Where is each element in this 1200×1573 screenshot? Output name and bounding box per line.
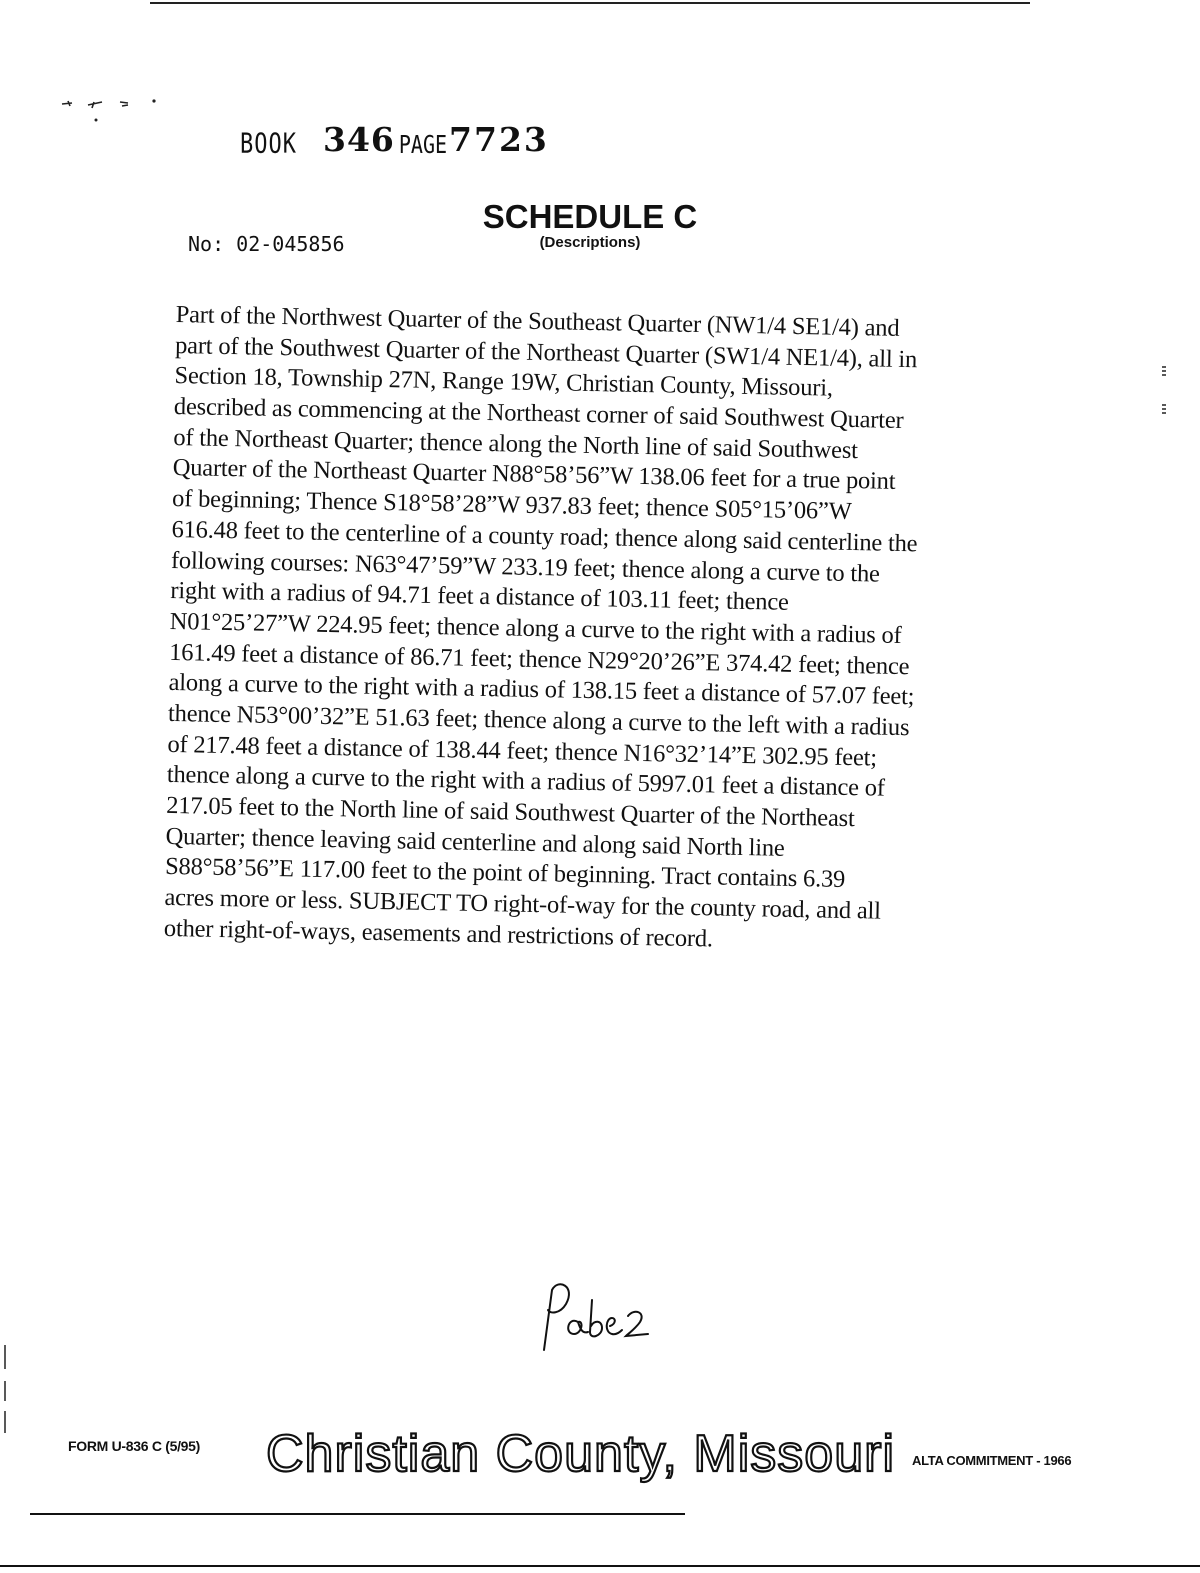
county-banner: Christian County, Missouri [266, 1425, 896, 1483]
form-number: FORM U-836 C (5/95) [68, 1438, 200, 1454]
description-line: of the Northeast Quarter; thence along the North line of said Southwest [173, 423, 859, 464]
description-line: described as commencing at the Northeast corner of said Southwest Quarter [173, 393, 904, 435]
description-line: 217.05 feet to the North line of said Southwest Quarter of the Northeast [166, 791, 855, 833]
description-line: of beginning; Thence S18°58’28”W 937.83 feet; thence S05°15’06”W [171, 485, 852, 526]
description-line: following courses: N63°47’59”W 233.19 feet; thence along a curve to the [170, 546, 880, 588]
description-line: right with a radius of 94.71 feet a distance of 103.11 feet; thence [170, 577, 789, 617]
description-line: S88°58’56”E 117.00 feet to the point of beginning. Tract contains 6.39 [164, 853, 846, 894]
description-line: acres more or less. SUBJECT TO right-of-way for the county road, and all [164, 883, 882, 925]
margin-marks-left [2, 1345, 10, 1435]
margin-marks-right [1158, 365, 1170, 425]
book-page-stamp [240, 120, 549, 159]
top-scan-line [150, 2, 1030, 4]
description-line: 161.49 feet a distance of 86.71 feet; thence N29°20’26”E 374.42 feet; thence [168, 638, 910, 680]
description-line: Part of the Northwest Quarter of the Southeast Quarter (NW1/4 SE1/4) and [175, 300, 900, 342]
book-label: BOOK [240, 128, 297, 161]
description-line: N01°25’27”W 224.95 feet; thence along a curve to the right with a radius of [169, 607, 902, 649]
schedule-title: SCHEDULE C [482, 198, 698, 235]
description-line: part of the Southwest Quarter of the Northeast Quarter (SW1/4 NE1/4), all in [174, 331, 918, 373]
description-line: other right-of-ways, easements and restrictions of record. [163, 914, 714, 953]
description-line: Quarter; thence leaving said centerline and along said North line [165, 822, 785, 862]
file-number: No: 02-045856 [188, 232, 345, 256]
description-line: 616.48 feet to the centerline of a county road; thence along said centerline the [171, 515, 918, 558]
handwritten-page-note [530, 1280, 660, 1355]
bottom-rule [30, 1513, 685, 1515]
description-line: Section 18, Township 27N, Range 19W, Christian County, Missouri, [174, 362, 834, 402]
description-line: of 217.48 feet a distance of 138.44 feet; thence N16°32’14”E 302.95 feet; [167, 730, 878, 772]
schedule-subtitle: (Descriptions) [539, 234, 641, 251]
description-line: along a curve to the right with a radius of 138.15 feet a distance of 57.07 feet; [168, 669, 915, 711]
description-line: thence along a curve to the right with a radius of 5997.01 feet a distance of [166, 761, 886, 803]
alta-commitment-label: ALTA COMMITMENT - 1966 [912, 1453, 1072, 1468]
description-line: thence N53°00’32”E 51.63 feet; thence along a curve to the left with a radius [167, 699, 910, 742]
page-label: PAGE [398, 129, 448, 159]
page-number: 7723 [449, 120, 549, 159]
scan-specks [58, 96, 168, 126]
legal-description [164, 300, 996, 960]
bottom-scan-line [0, 1565, 1200, 1567]
description-line: Quarter of the Northeast Quarter N88°58’56”W 138.06 feet for a true point [172, 454, 896, 496]
book-number: 346 [322, 120, 395, 159]
